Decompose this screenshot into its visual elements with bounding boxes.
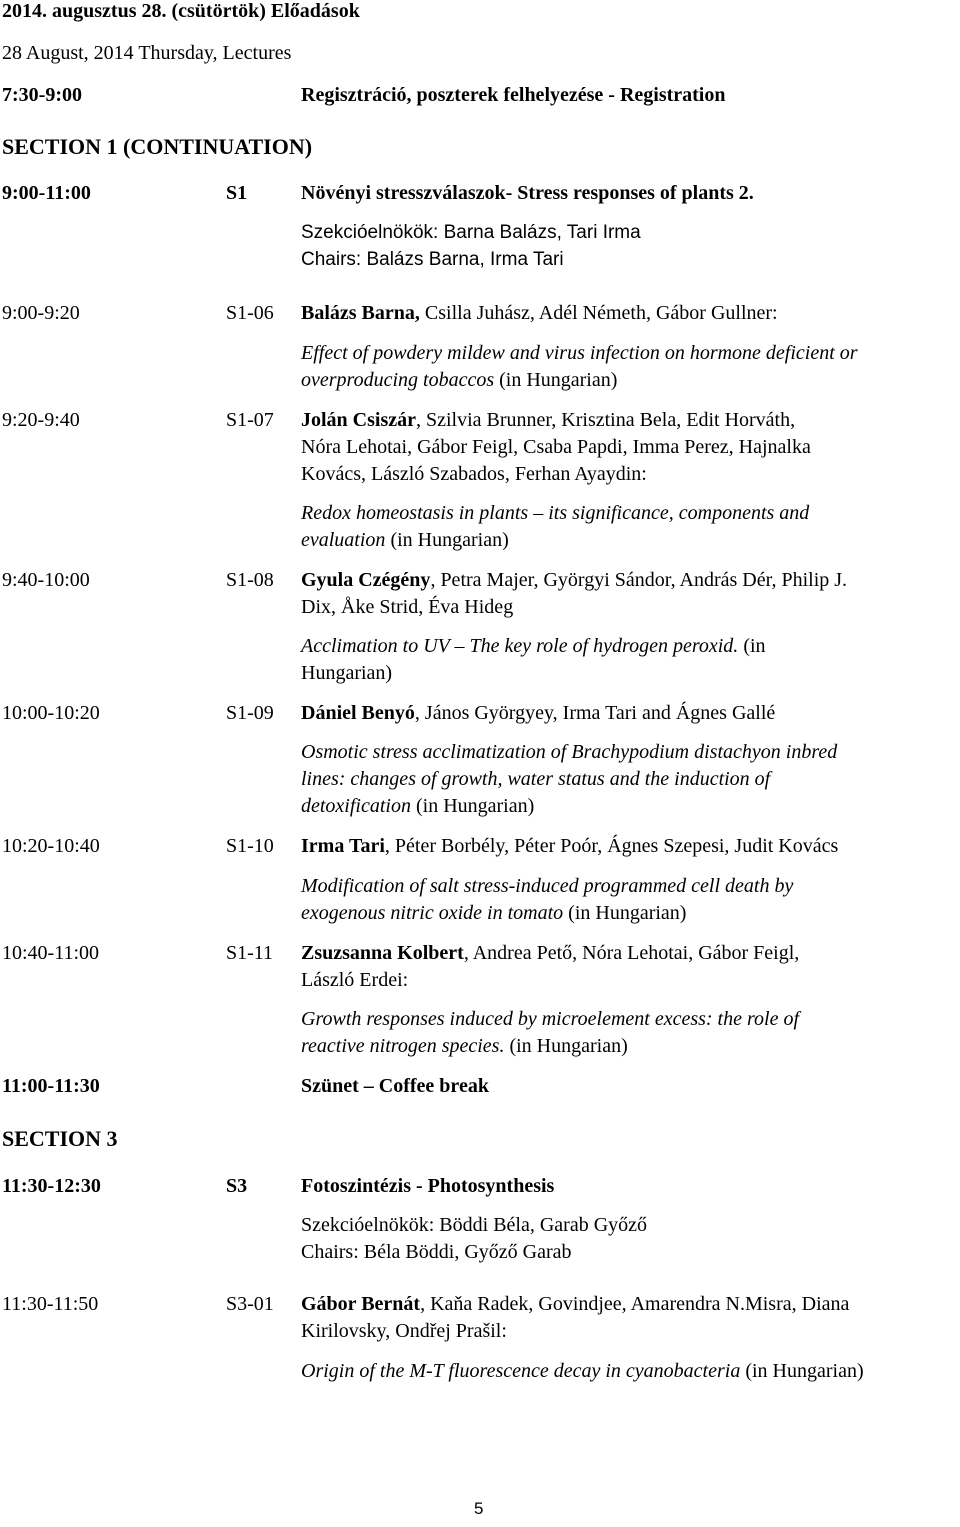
talk-authors: [301, 409, 795, 432]
talk-title-cont: overproducing tobaccos: [301, 369, 495, 391]
talk-title: Growth responses induced by microelement excess: the role of: [301, 1008, 800, 1030]
talk-title-cont: exogenous nitric oxide in tomato: [301, 902, 564, 924]
talk-authors-cont: Kovács, László Szabados, Ferhan Ayaydin:: [301, 463, 647, 485]
section-1-chairs-hu: Szekcióelnökök: Barna Balázs, Tari Irma: [301, 222, 641, 243]
talk-language: (in Hungarian): [504, 1035, 628, 1057]
talk-title-cont: detoxification: [301, 795, 411, 817]
talk-title: [301, 902, 686, 925]
break-time: 11:00-11:30: [2, 1075, 100, 1097]
co-authors: , Andrea Pető, Nóra Lehotai, Gábor Feigl,: [463, 942, 800, 964]
registration-time: 7:30-9:00: [2, 84, 82, 106]
co-authors: , Petra Majer, Györgyi Sándor, András Dér, Philip J.: [430, 569, 848, 591]
talk-title-text: Origin of the M-T fluorescence decay in cyanobacteria: [301, 1360, 741, 1382]
talk-title: [301, 369, 617, 392]
talk-authors-cont: Nóra Lehotai, Gábor Feigl, Csaba Papdi, Imma Perez, Hajnalka: [301, 436, 811, 458]
talk-time: 9:00-9:20: [2, 302, 80, 324]
talk-authors: [301, 302, 778, 325]
page-number: 5: [474, 1499, 484, 1518]
page-title: 2014. augusztus 28. (csütörtök) Előadások: [2, 0, 360, 22]
talk-time: 11:30-11:50: [2, 1293, 99, 1315]
talk-code: S3-01: [226, 1293, 274, 1315]
talk-time: 9:40-10:00: [2, 569, 90, 591]
talk-title-cont: reactive nitrogen species.: [301, 1035, 505, 1057]
talk-title: [301, 529, 509, 552]
co-authors: , Szilvia Brunner, Krisztina Bela, Edit Horváth,: [416, 409, 796, 431]
co-authors: , János Györgyey, Irma Tari and Ágnes Gallé: [414, 702, 776, 724]
talk-authors-cont: Dix, Åke Strid, Éva Hideg: [301, 596, 514, 618]
talk-time: 9:20-9:40: [2, 409, 80, 431]
talk-title-cont: evaluation: [301, 529, 386, 551]
talk-authors: [301, 569, 847, 592]
talk-title: Effect of powdery mildew and virus infection on hormone deficient or: [301, 342, 858, 364]
talk-title: [301, 795, 534, 818]
talk-title: [301, 1035, 628, 1058]
talk-language: (in Hungarian): [410, 795, 535, 817]
presenting-author: Jolán Csiszár: [301, 409, 416, 431]
section-1-title: SECTION 1 (CONTINUATION): [2, 134, 313, 159]
talk-code: S1-06: [226, 302, 274, 324]
section-3-time: 11:30-12:30: [2, 1175, 101, 1197]
co-authors: , Péter Borbély, Péter Poór, Ágnes Szepesi, Judit Kovács: [384, 835, 839, 857]
presenting-author: Balázs Barna,: [301, 302, 420, 324]
talk-code: S1-08: [226, 569, 274, 591]
presenting-author: Dániel Benyó: [301, 702, 415, 724]
co-authors: Csilla Juhász, Adél Németh, Gábor Gullner:: [419, 302, 778, 324]
talk-language: (in: [738, 635, 766, 657]
talk-title-cont: lines: changes of growth, water status and the induction of: [301, 768, 771, 790]
talk-code: S1-11: [226, 942, 274, 964]
talk-title: [301, 1360, 864, 1383]
section-3-title: SECTION 3: [2, 1126, 118, 1151]
presenting-author: Zsuzsanna Kolbert: [301, 942, 464, 964]
talk-title-text: Acclimation to UV – The key role of hydrogen peroxid.: [301, 635, 739, 657]
talk-authors-cont: Kirilovsky, Ondřej Prašil:: [301, 1320, 507, 1342]
talk-language: (in Hungarian): [494, 369, 618, 391]
talk-title: Osmotic stress acclimatization of Brachypodium distachyon inbred: [301, 741, 838, 763]
co-authors: , Kaňa Radek, Govindjee, Amarendra N.Misra, Diana: [420, 1293, 850, 1315]
section-1-time: 9:00-11:00: [2, 182, 91, 204]
talk-title: Modification of salt stress-induced programmed cell death by: [301, 875, 794, 897]
talk-time: 10:00-10:20: [2, 702, 100, 724]
talk-authors: [301, 942, 799, 965]
talk-time: 10:20-10:40: [2, 835, 100, 857]
talk-authors: [301, 702, 775, 725]
break-text: Szünet – Coffee break: [301, 1075, 489, 1097]
section-3-chairs-hu: Szekcióelnökök: Böddi Béla, Garab Győző: [301, 1214, 648, 1236]
section-1-code: S1: [226, 182, 248, 204]
talk-authors-cont: László Erdei:: [301, 969, 409, 991]
presenting-author: Gábor Bernát: [301, 1293, 421, 1315]
talk-language: (in Hungarian): [385, 529, 509, 551]
section-3-code: S3: [226, 1175, 248, 1197]
section-1-chairs-en: Chairs: Balázs Barna, Irma Tari: [301, 249, 564, 270]
talk-authors: [301, 835, 838, 858]
registration-text: Regisztráció, poszterek felhelyezése - Registration: [301, 84, 726, 106]
talk-language-cont: Hungarian): [301, 662, 393, 684]
talk-title: Redox homeostasis in plants – its significance, components and: [301, 502, 810, 524]
talk-code: S1-09: [226, 702, 274, 724]
talk-language: (in Hungarian): [740, 1360, 864, 1382]
presenting-author: Gyula Czégény: [301, 569, 431, 591]
page-subtitle: 28 August, 2014 Thursday, Lectures: [2, 42, 292, 64]
section-3-chairs-en: Chairs: Béla Böddi, Győző Garab: [301, 1241, 572, 1263]
talk-title: [301, 635, 766, 658]
talk-code: S1-10: [226, 835, 274, 857]
section-3-topic: Fotoszintézis - Photosynthesis: [301, 1175, 555, 1197]
section-1-topic: Növényi stresszválaszok- Stress responses of plants 2.: [301, 182, 754, 204]
talk-time: 10:40-11:00: [2, 942, 100, 964]
presenting-author: Irma Tari: [301, 835, 385, 857]
talk-authors: [301, 1293, 849, 1316]
talk-language: (in Hungarian): [563, 902, 687, 924]
talk-code: S1-07: [226, 409, 274, 431]
